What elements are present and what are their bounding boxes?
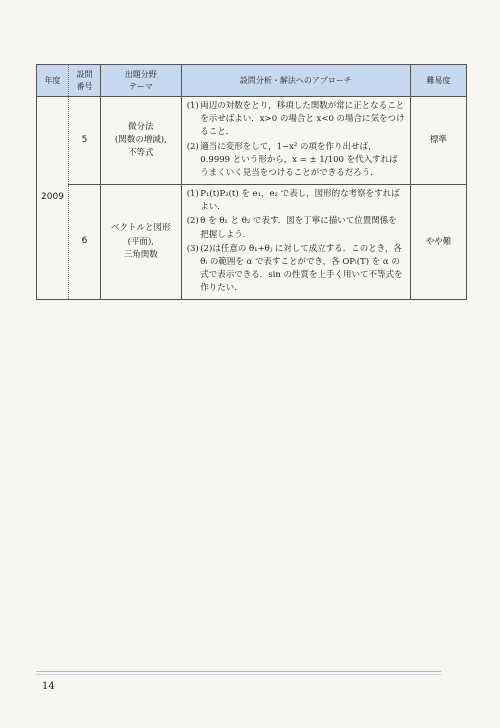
header-year: 年度 bbox=[37, 65, 69, 97]
analysis-item-number: (1) bbox=[186, 101, 199, 111]
table-header-row bbox=[37, 65, 467, 97]
analysis-item-text: P₁(t)P₂(t) を e₁，e₂ で表し，図形的な考察をすればよい． bbox=[200, 189, 400, 213]
cell-year: 2009 bbox=[37, 97, 69, 300]
footer-rule-inner bbox=[36, 674, 441, 675]
cell-analysis bbox=[181, 185, 410, 300]
header-theme: 出題分野 テーマ bbox=[100, 65, 181, 97]
analysis-item-number: (2) bbox=[186, 216, 199, 227]
cell-difficulty: やや難 bbox=[411, 185, 467, 300]
cell-question-number: 6 bbox=[68, 185, 100, 300]
analysis-item-text: θ を θ₁ と θ₂ で表す．図を丁寧に描いて位置関係を把握しよう． bbox=[200, 216, 397, 240]
cell-analysis bbox=[181, 97, 410, 185]
analysis-item-number: (2) bbox=[186, 141, 199, 152]
table-row bbox=[37, 97, 467, 185]
footer-rule bbox=[36, 671, 441, 672]
analysis-item-number: (1) bbox=[186, 189, 199, 200]
cell-difficulty: 標準 bbox=[411, 97, 467, 185]
analysis-table bbox=[36, 64, 467, 300]
analysis-item-text: 適当に変形をして，1−x² の項を作り出せば，0.9999 という形から，x = ± 1/100 を代入すればうまくいく見当をつけることができるだろう． bbox=[200, 141, 398, 178]
analysis-item-text: 両辺の対数をとり，移項した関数が常に正となることを示せばよい．x>0 の場合と x<0 の場合に気をつけること． bbox=[200, 101, 405, 138]
analysis-item bbox=[187, 188, 405, 214]
cell-theme: 微分法 (関数の増減), 不等式 bbox=[100, 97, 181, 185]
analysis-item bbox=[187, 243, 405, 296]
header-analysis: 設問分析・解法へのアプローチ bbox=[181, 65, 410, 97]
header-question-number: 設問 番号 bbox=[68, 65, 100, 97]
analysis-item-text: (2)は任意の θ₁+θⱼ に対して成立する．このとき，各 θᵢ の範囲を α で表すことができ，各 OPᵢ(T) を α の式で表示できる．sin の性質を上手く用いて不等式を作りたい． bbox=[200, 243, 403, 294]
analysis-item bbox=[187, 100, 405, 140]
page-number: 14 bbox=[42, 681, 55, 692]
analysis-item-number: (3) bbox=[186, 243, 199, 254]
header-difficulty: 難易度 bbox=[411, 65, 467, 97]
cell-question-number: 5 bbox=[68, 97, 100, 185]
cell-theme: ベクトルと図形 (平面), 三角関数 bbox=[100, 185, 181, 300]
analysis-item bbox=[187, 141, 405, 181]
analysis-item bbox=[187, 215, 405, 241]
table-row bbox=[37, 185, 467, 300]
